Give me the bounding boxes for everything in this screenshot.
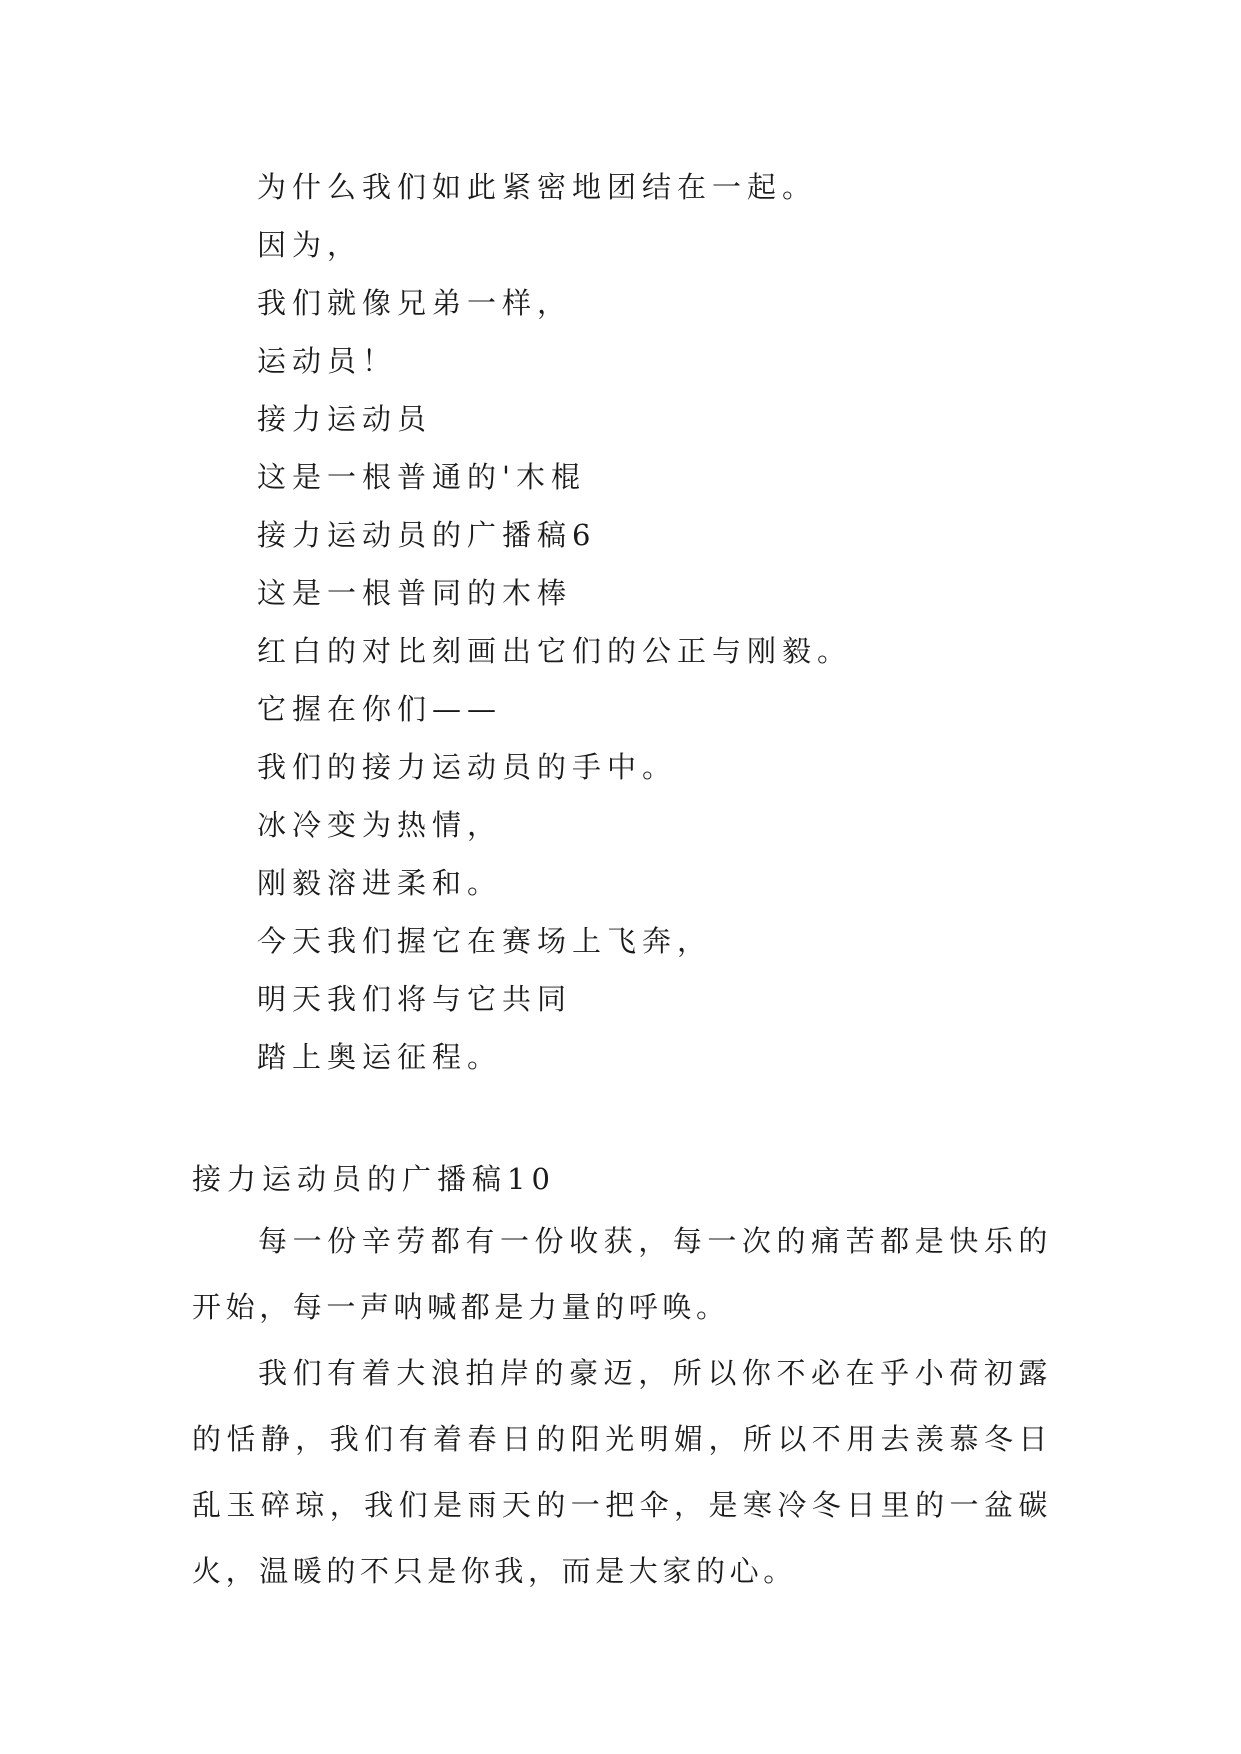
poem-line: 这是一根普同的木棒 bbox=[257, 576, 573, 610]
poem-line: 刚毅溶进柔和。 bbox=[257, 866, 503, 900]
poem-line: 运动员！ bbox=[257, 344, 398, 378]
poem-line: 我们的接力运动员的手中。 bbox=[257, 750, 678, 784]
poem-line: 踏上奥运征程。 bbox=[257, 1040, 503, 1074]
poem-line: 这是一根普通的'木棍 bbox=[257, 460, 586, 494]
section-heading: 接力运动员的广播稿10 bbox=[192, 1162, 556, 1196]
poem-block bbox=[257, 158, 852, 1086]
body-paragraph: 我们有着大浪拍岸的豪迈，所以你不必在乎小荷初露的恬静，我们有着春日的阳光明媚，所以不用去羡慕冬日乱玉碎琼，我们是雨天的一把伞，是寒冷冬日里的一盆碳火，温暖的不只是你我，而是大家的心。 bbox=[192, 1356, 1052, 1588]
poem-line: 它握在你们—— bbox=[257, 692, 503, 726]
poem-line: 冰冷变为热情， bbox=[257, 808, 503, 842]
poem-line: 为什么我们如此紧密地团结在一起。 bbox=[257, 170, 818, 204]
poem-line: 接力运动员的广播稿6 bbox=[257, 518, 597, 552]
body-paragraph: 每一份辛劳都有一份收获，每一次的痛苦都是快乐的开始，每一声呐喊都是力量的呼唤。 bbox=[192, 1224, 1052, 1324]
poem-line: 因为， bbox=[257, 228, 363, 262]
poem-line: 接力运动员 bbox=[257, 402, 433, 436]
section-body bbox=[192, 1208, 1052, 1604]
poem-line: 我们就像兄弟一样， bbox=[257, 286, 573, 320]
poem-line: 红白的对比刻画出它们的公正与刚毅。 bbox=[257, 634, 853, 668]
poem-line: 今天我们握它在赛场上飞奔， bbox=[257, 924, 713, 958]
poem-line: 明天我们将与它共同 bbox=[257, 982, 573, 1016]
